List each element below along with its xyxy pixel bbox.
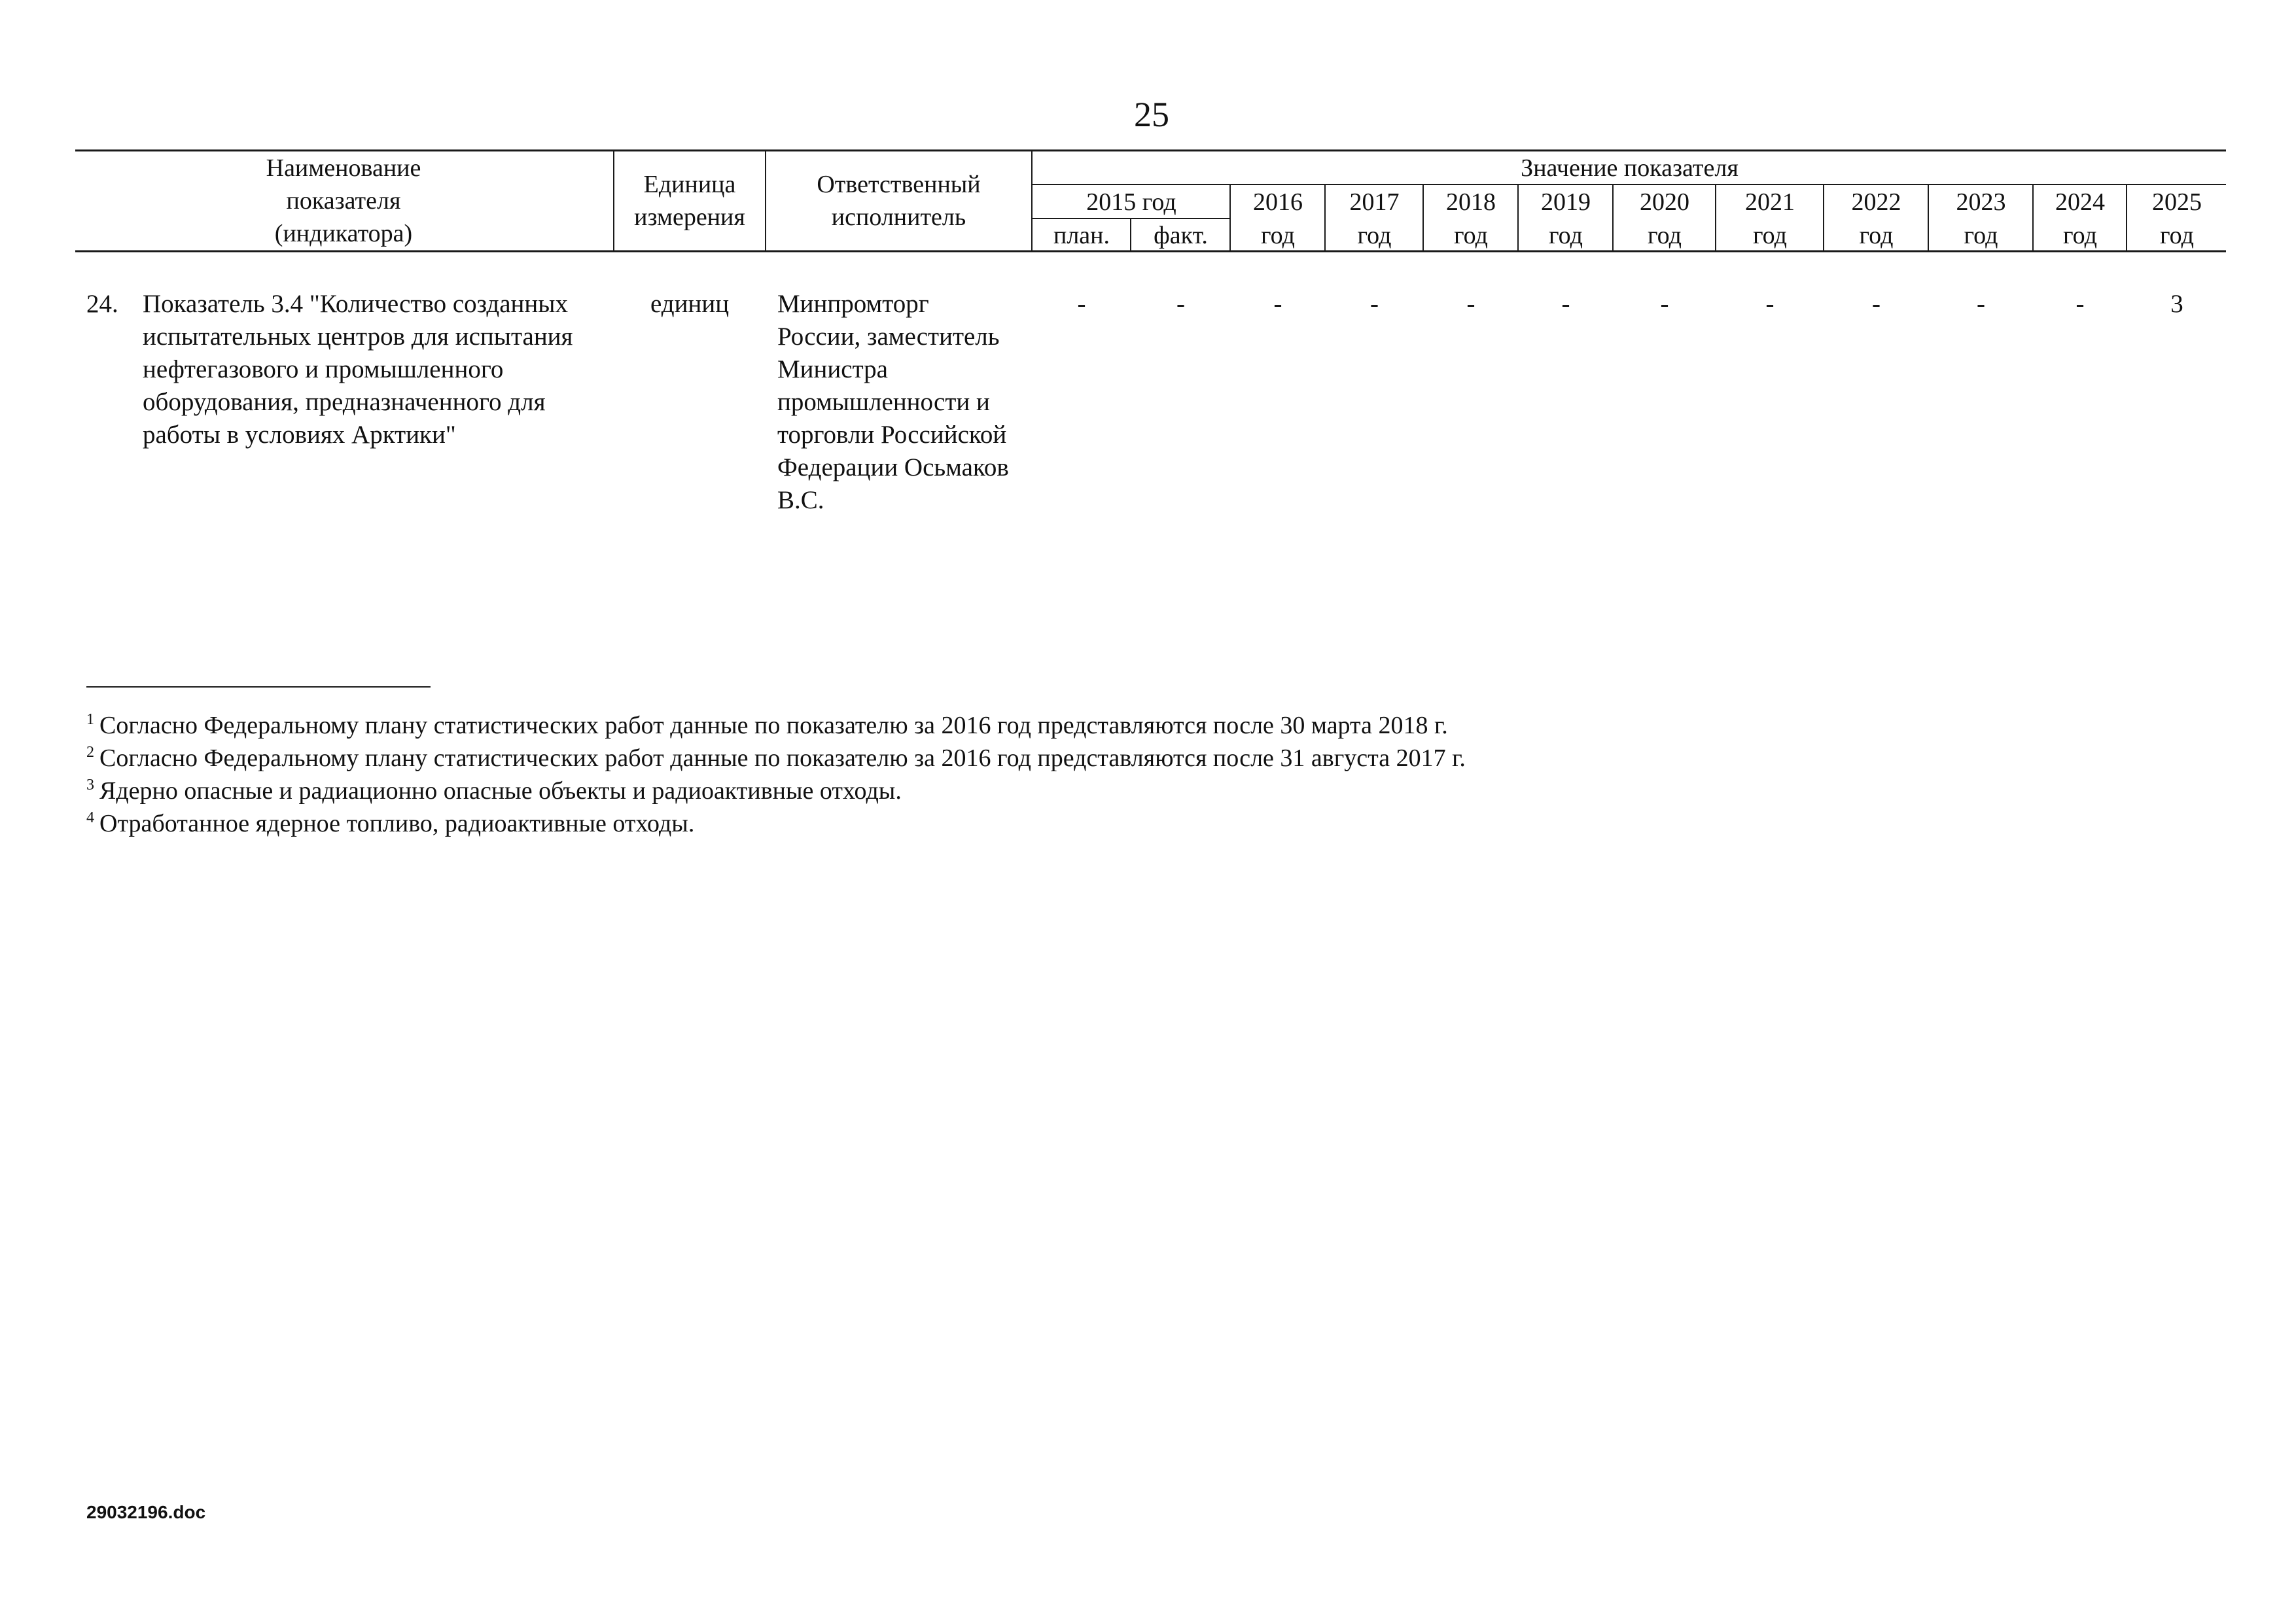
footnote-4 xyxy=(86,807,694,840)
footnote-mark: 4 xyxy=(86,809,94,826)
row-value-2025: 3 xyxy=(2170,290,2183,318)
header-year-suffix: год xyxy=(1454,222,1488,249)
footnote-text: Ядерно опасные и радиационно опасные объекты и радиоактивные отходы. xyxy=(99,777,902,805)
header-year-suffix: год xyxy=(1357,222,1392,249)
row-value-2024: - xyxy=(2075,290,2085,318)
row-value-2018: - xyxy=(1466,290,1475,318)
document-id: 29032196.doc xyxy=(86,1502,206,1522)
header-year: 2018 xyxy=(1446,188,1496,216)
header-unit: Единица измерения xyxy=(634,171,745,231)
row-value-fact-2015: - xyxy=(1176,290,1185,318)
row-number: 24. xyxy=(86,290,118,318)
header-year-suffix: год xyxy=(1549,222,1583,249)
header-year-2015: 2015 год xyxy=(1086,188,1176,216)
footnote-mark: 1 xyxy=(86,711,94,728)
header-year: 2017 xyxy=(1349,188,1400,216)
header-name: Наименование показателя (индикатора) xyxy=(266,154,421,247)
footnote-2 xyxy=(86,742,1466,775)
footnote-text: Согласно Федеральному плану статистических работ данные по показателю за 2016 год представляются после 31 августа 2017 г. xyxy=(99,744,1466,772)
header-year: 2019 xyxy=(1541,188,1591,216)
footnote-mark: 2 xyxy=(86,744,94,761)
header-year-suffix: год xyxy=(1261,222,1295,249)
header-plan: план. xyxy=(1053,222,1110,249)
footnote-3 xyxy=(86,775,902,807)
row-unit: единиц xyxy=(650,290,730,318)
header-fact: факт. xyxy=(1154,222,1208,249)
header-year-suffix: год xyxy=(2063,222,2097,249)
header-year-suffix: год xyxy=(1753,222,1787,249)
row-value-2022: - xyxy=(1872,290,1881,318)
header-year: 2024 xyxy=(2055,188,2105,216)
header-year: 2021 xyxy=(1745,188,1795,216)
row-value-2017: - xyxy=(1370,290,1379,318)
header-year: 2023 xyxy=(1956,188,2006,216)
header-year: 2025 xyxy=(2152,188,2202,216)
footnote-1 xyxy=(86,709,1448,742)
header-year-suffix: год xyxy=(1964,222,1998,249)
row-value-2021: - xyxy=(1765,290,1775,318)
row-value-2020: - xyxy=(1660,290,1669,318)
footnote-text: Согласно Федеральному плану статистических работ данные по показателю за 2016 год представляются после 30 марта 2018 г. xyxy=(99,712,1448,739)
row-value-2016: - xyxy=(1273,290,1282,318)
row-indicator-name: Показатель 3.4 "Количество созданных испытательных центров для испытания нефтегазового и промышленного оборудования, предназначенного для работы в условиях Арктики" xyxy=(143,290,573,449)
page-number: 25 xyxy=(1134,95,1169,134)
row-value-2023: - xyxy=(1977,290,1985,318)
header-year-suffix: год xyxy=(1859,222,1894,249)
header-value-group: Значение показателя xyxy=(1521,154,1739,182)
header-responsible: Ответственный исполнитель xyxy=(817,171,981,231)
footnote-text: Отработанное ядерное топливо, радиоактивные отходы. xyxy=(99,810,695,837)
header-year: 2022 xyxy=(1851,188,1901,216)
header-year: 2016 xyxy=(1253,188,1303,216)
header-year: 2020 xyxy=(1640,188,1689,216)
footnote-mark: 3 xyxy=(86,777,94,794)
row-responsible: Минпромторг России, заместитель Министра промышленности и торговли Российской Федерации Осьмаков В.С. xyxy=(777,290,1009,514)
footnote-separator xyxy=(86,686,431,688)
row-value-2019: - xyxy=(1561,290,1570,318)
header-year-suffix: год xyxy=(1648,222,1682,249)
row-value-plan-2015: - xyxy=(1077,290,1086,318)
header-year-suffix: год xyxy=(2160,222,2194,249)
